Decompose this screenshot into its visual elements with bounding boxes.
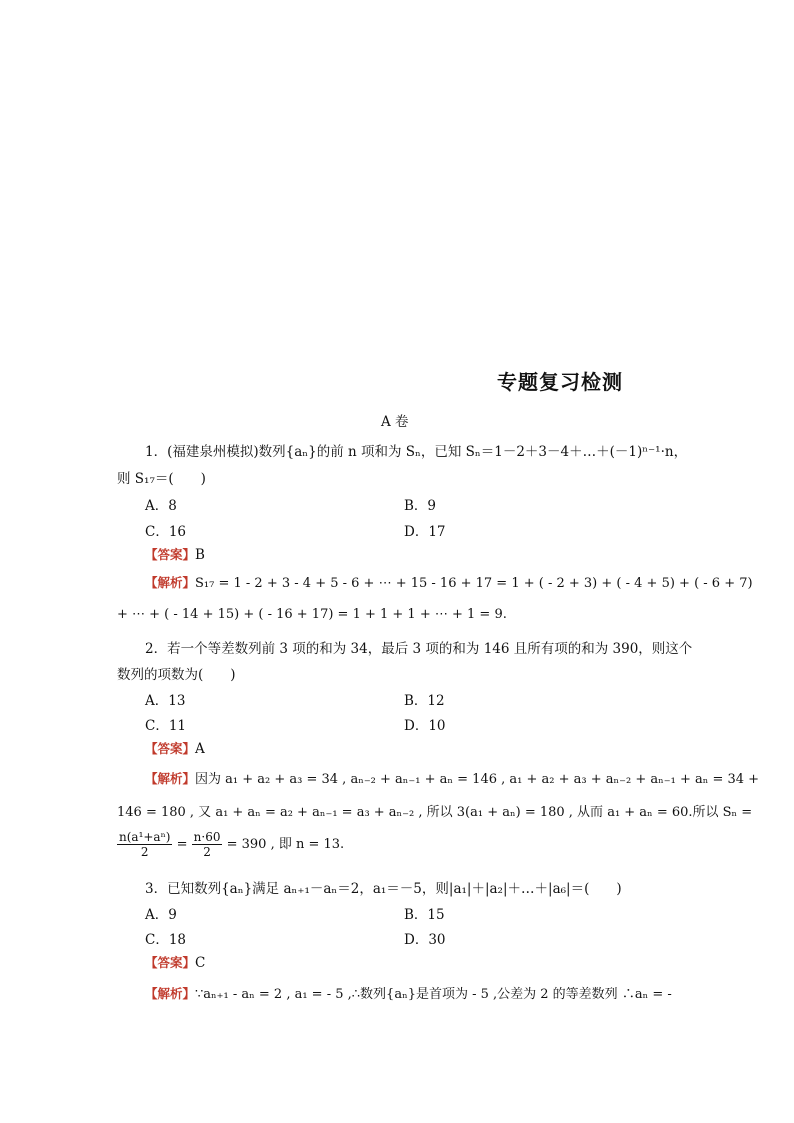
section-label: A 卷 xyxy=(381,414,409,430)
analysis-tag: 【解析】 xyxy=(145,986,196,1001)
answer-tag: 【答案】 xyxy=(145,955,196,970)
q1-option-b: B．9 xyxy=(404,498,437,514)
q1-answer xyxy=(145,545,205,563)
q1-option-c: C．16 xyxy=(145,524,187,540)
q3-stem: 3．已知数列{aₙ}满足 aₙ₊₁－aₙ＝2，a₁＝－5，则|a₁|＋|a₂|＋…＋|a₆|＝( ) xyxy=(145,881,622,897)
q1-option-a: A．8 xyxy=(145,498,177,514)
q2-option-b: B．12 xyxy=(404,693,445,709)
q2-analysis-line2: 146 = 180 , 又 a₁ + aₙ = a₂ + aₙ₋₁ = a₃ + aₙ₋₂ , 所以 3(a₁ + aₙ) = 180 , 从而 a₁ + aₙ = 60.所以 Sₙ = xyxy=(117,805,753,820)
page-title: 专题复习检测 xyxy=(497,370,623,394)
q1-answer-value: B xyxy=(195,547,205,563)
q2-stem-cont: 数列的项数为( ) xyxy=(117,667,236,683)
answer-tag: 【答案】 xyxy=(145,547,196,562)
answer-tag: 【答案】 xyxy=(145,741,196,756)
q2-option-d: D．10 xyxy=(404,718,446,734)
q1-analysis-line1: 【解析】S₁₇ = 1 - 2 + 3 - 4 + 5 - 6 + ⋯ + 15 - 16 + 17 = 1 + ( - 2 + 3) + ( - 4 + 5) + ( - 6 + 7) xyxy=(145,575,753,591)
q3-option-d: D．30 xyxy=(404,932,446,948)
fraction: $\frac{\text{n(a¹+aⁿ)}}{2}$ xyxy=(119,830,171,859)
q2-answer xyxy=(145,739,205,757)
q3-answer xyxy=(145,953,205,971)
q3-option-c: C．18 xyxy=(145,932,187,948)
q1-stem-cont: 则 S₁₇＝( ) xyxy=(117,471,206,487)
q3-analysis-line1: 【解析】∵aₙ₊₁ - aₙ = 2 , a₁ = - 5 ,∴数列{aₙ}是首项为 - 5 ,公差为 2 的等差数列 ∴aₙ = - xyxy=(145,986,672,1002)
q2-option-c: C．11 xyxy=(145,718,187,734)
analysis-tag: 【解析】 xyxy=(145,575,196,590)
q1-option-d: D．17 xyxy=(404,524,446,540)
q2-analysis-line1: 【解析】因为 a₁ + a₂ + a₃ = 34 , aₙ₋₂ + aₙ₋₁ + aₙ = 146 , a₁ + a₂ + a₃ + aₙ₋₂ + aₙ₋₁ + aₙ = 34 + xyxy=(145,771,760,787)
analysis-tag: 【解析】 xyxy=(145,771,196,786)
q2-option-a: A．13 xyxy=(145,693,186,709)
q3-option-a: A．9 xyxy=(145,907,177,923)
q3-option-b: B．15 xyxy=(404,907,445,923)
q2-analysis-line3: $\frac{\text{n(a¹+aⁿ)}}{2}$ = $\frac{n\cdot 60}{2}$ = 390 , 即 n = 13. xyxy=(119,830,345,859)
q2-answer-value: A xyxy=(195,741,205,757)
q1-analysis-line2: + ⋯ + ( - 14 + 15) + ( - 16 + 17) = 1 + 1 + 1 + ⋯ + 1 = 9. xyxy=(117,607,507,622)
q3-answer-value: C xyxy=(195,955,206,971)
q1-stem: 1．(福建泉州模拟)数列{aₙ}的前 n 项和为 Sₙ，已知 Sₙ＝1－2＋3－4＋…＋(－1)ⁿ⁻¹·n， xyxy=(145,444,688,460)
q2-stem: 2．若一个等差数列前 3 项的和为 34，最后 3 项的和为 146 且所有项的和为 390，则这个 xyxy=(145,641,693,657)
fraction: $\frac{n\cdot 60}{2}$ xyxy=(193,830,221,859)
